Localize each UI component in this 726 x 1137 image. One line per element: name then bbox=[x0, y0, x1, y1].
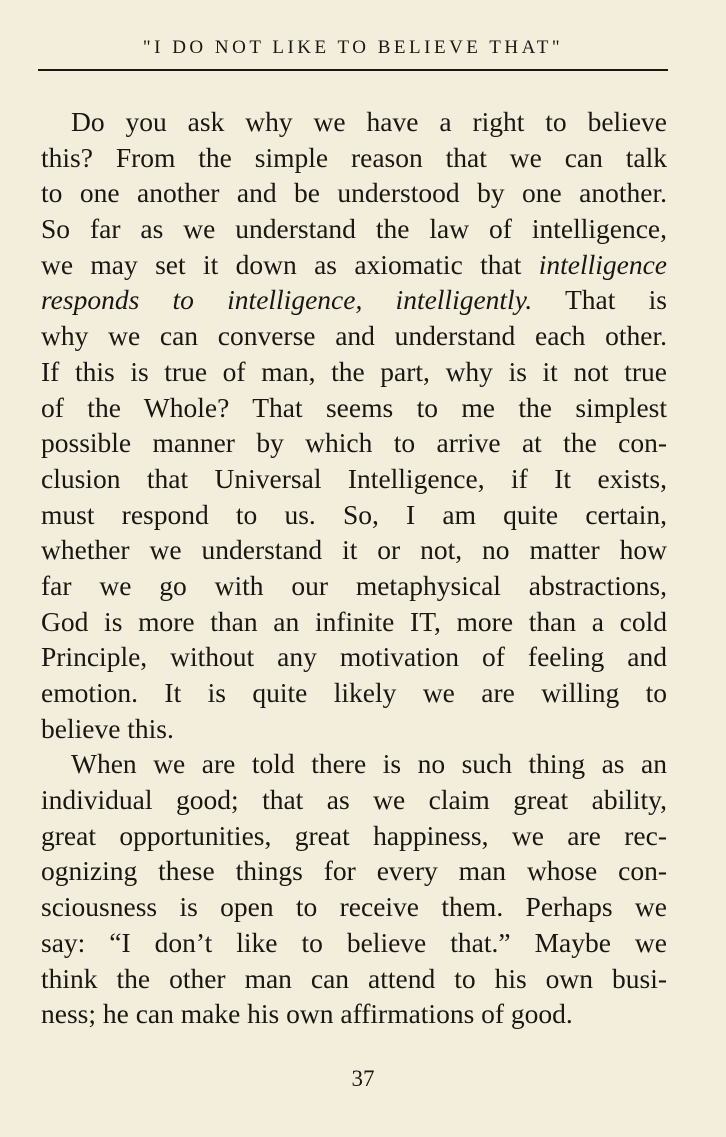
text-line bbox=[41, 996, 667, 1032]
text-run: sciousness is open to receive them. Perhaps we bbox=[41, 891, 667, 923]
text-run: possible manner by which to arrive at the con- bbox=[41, 427, 667, 459]
paragraph bbox=[41, 746, 667, 1032]
text-line bbox=[41, 282, 667, 318]
text-run: individual good; that as we claim great ability, bbox=[41, 784, 667, 816]
text-run: So far as we understand the law of intelligence, bbox=[41, 213, 667, 245]
text-line bbox=[41, 532, 667, 568]
text-run: Do you ask why we have a right to believe bbox=[71, 106, 667, 137]
text-line bbox=[41, 425, 667, 461]
text-line bbox=[41, 175, 667, 211]
italic-text: responds to intelligence, intelligently. bbox=[41, 284, 533, 316]
text-line bbox=[41, 247, 667, 283]
text-run: of the Whole? That seems to me the simplest bbox=[41, 391, 667, 423]
text-line bbox=[41, 925, 667, 961]
text-line bbox=[41, 140, 667, 176]
text-run: Principle, without any motivation of feeling and bbox=[41, 641, 667, 673]
text-run: this? From the simple reason that we can talk bbox=[41, 141, 667, 173]
text-line bbox=[41, 818, 667, 854]
text-run: clusion that Universal Intelligence, if It exists, bbox=[41, 462, 667, 494]
page-number: 37 bbox=[351, 1066, 375, 1091]
italic-text: intelligence bbox=[538, 248, 667, 280]
text-line bbox=[41, 639, 667, 675]
text-run: say: “I don’t like to believe that.” Maybe we bbox=[41, 926, 667, 958]
running-head: "I DO NOT LIKE TO BELIEVE THAT" bbox=[142, 37, 564, 58]
text-run: ognizing these things for every man whose con- bbox=[41, 855, 667, 887]
text-line bbox=[41, 497, 667, 533]
text-line bbox=[41, 461, 667, 497]
text-run: ness; he can make his own affirmations of good. bbox=[41, 998, 573, 1030]
text-run: why we can converse and understand each other. bbox=[41, 320, 667, 352]
text-line bbox=[41, 568, 667, 604]
text-run: must respond to us. So, I am quite certain, bbox=[41, 498, 667, 530]
text-run: think the other man can attend to his own busi- bbox=[41, 962, 667, 994]
text-run: we may set it down as axiomatic that bbox=[41, 248, 539, 280]
text-run: believe this. bbox=[41, 712, 174, 744]
text-line bbox=[41, 746, 667, 782]
text-run: whether we understand it or not, no matter how bbox=[41, 534, 667, 566]
text-run: When we are told there is no such thing as an bbox=[71, 748, 667, 780]
text-line bbox=[41, 782, 667, 818]
text-line bbox=[41, 211, 667, 247]
text-run: God is more than an infinite IT, more than a cold bbox=[41, 605, 667, 637]
text-run: If this is true of man, the part, why is it not true bbox=[41, 355, 667, 387]
text-run: far we go with our metaphysical abstractions, bbox=[41, 569, 667, 601]
text-line bbox=[41, 318, 667, 354]
text-run: That is bbox=[532, 284, 667, 316]
text-run: emotion. It is quite likely we are willing to bbox=[41, 677, 667, 708]
text-line bbox=[41, 961, 667, 997]
header-rule bbox=[38, 69, 668, 71]
text-line bbox=[41, 711, 667, 747]
text-line bbox=[41, 675, 667, 711]
text-line bbox=[41, 390, 667, 426]
text-line bbox=[41, 853, 667, 889]
text-run: great opportunities, great happiness, we are rec- bbox=[41, 819, 667, 851]
body-text bbox=[41, 104, 667, 1032]
text-line bbox=[41, 104, 667, 140]
paragraph bbox=[41, 104, 667, 746]
text-line bbox=[41, 354, 667, 390]
text-line bbox=[41, 889, 667, 925]
text-run: to one another and be understood by one another. bbox=[41, 177, 667, 209]
text-line bbox=[41, 604, 667, 640]
